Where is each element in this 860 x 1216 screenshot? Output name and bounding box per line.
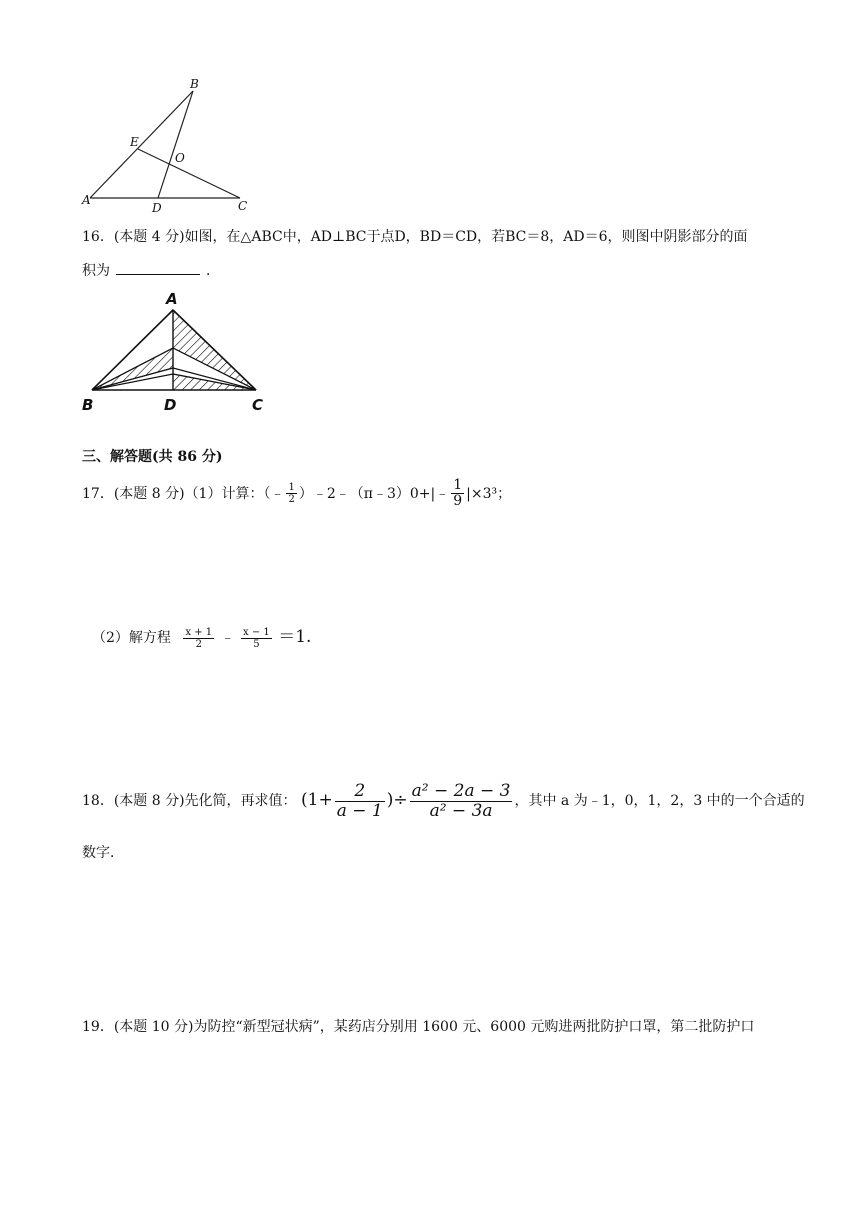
label-C: C [238,199,248,213]
label-E: E [130,135,139,149]
triangle-figure-1 [80,74,260,214]
q18-line1 [82,782,805,820]
q18-expr-open: (1+ [301,790,333,811]
answer-blank[interactable] [116,262,200,275]
q17-part1 [82,478,511,510]
q17-score: (本题 8 分) [113,485,185,502]
q16-text-suffix: ． [206,263,220,279]
label-A2: A [166,290,178,308]
q16-number: 16． [82,229,114,245]
label-B2: B [82,396,94,414]
shaded-triangle-figure [80,288,280,418]
q16-line1 [82,226,748,246]
label-B: B [190,77,199,91]
q17-part2 [92,622,311,650]
q16-line2 [82,260,220,280]
q16-text-prefix: 积为 [82,263,110,279]
q18-line2: 数字． [82,845,124,861]
q17-part2-minus: ﹣ [220,630,235,646]
fraction-half: $\frac{1}{2}$ [288,482,295,506]
label-A: A [82,193,91,207]
q18-expr-div: )÷ [386,790,408,811]
q18-prefix: 先化简，再求值： [184,793,297,810]
q18-score: (本题 8 分) [113,793,185,810]
fraction-x-minus-1: $\frac{x - 1}{5}$ [243,626,270,650]
q17-part2-label: （2）解方程 [92,630,171,646]
q17-part2-end: ＝1. [278,627,312,647]
q16-text: 如图，在△ABC中，AD⊥BC于点D，BD＝CD，若BC＝8，AD＝6，则图中阴影部分的面 [184,229,748,245]
q19-score: (本题 10 分) [113,1019,194,1035]
q17-number: 17． [82,485,114,502]
label-O: O [175,151,185,165]
q16-score: (本题 4 分) [113,229,185,245]
q19-number: 19． [82,1019,114,1035]
fraction-ninth: $\frac{1}{9}$ [453,477,463,510]
label-D: D [152,201,162,214]
q17-part1-label: （1）计算：（﹣ [184,485,285,502]
fraction-quadratic: $\frac{\text{a² − 2a − 3}}{\text{a² − 3a}}$ [411,781,511,821]
q17-part1-end: |×3³； [466,485,512,502]
q19-text: 为防控“新型冠状病”，某药店分别用 1600 元、6000 元购进两批防护口罩，第二批防护口 [193,1019,755,1035]
q18-suffix: ，其中 a 为﹣1，0，1，2，3 中的一个合适的 [514,793,805,810]
label-D2: D [164,396,177,414]
label-C2: C [252,396,264,414]
q19-line1 [82,1016,754,1036]
q17-part1-mid: ）﹣2﹣（π﹣3）0+|﹣ [298,485,450,502]
fraction-x-plus-1: $\frac{x + 1}{2}$ [185,626,213,650]
q18-number: 18． [82,793,114,810]
fraction-2-over-a-minus-1: $\frac{2}{a - 1}$ [336,781,383,821]
section-title: 三、解答题(共 86 分) [82,449,223,465]
